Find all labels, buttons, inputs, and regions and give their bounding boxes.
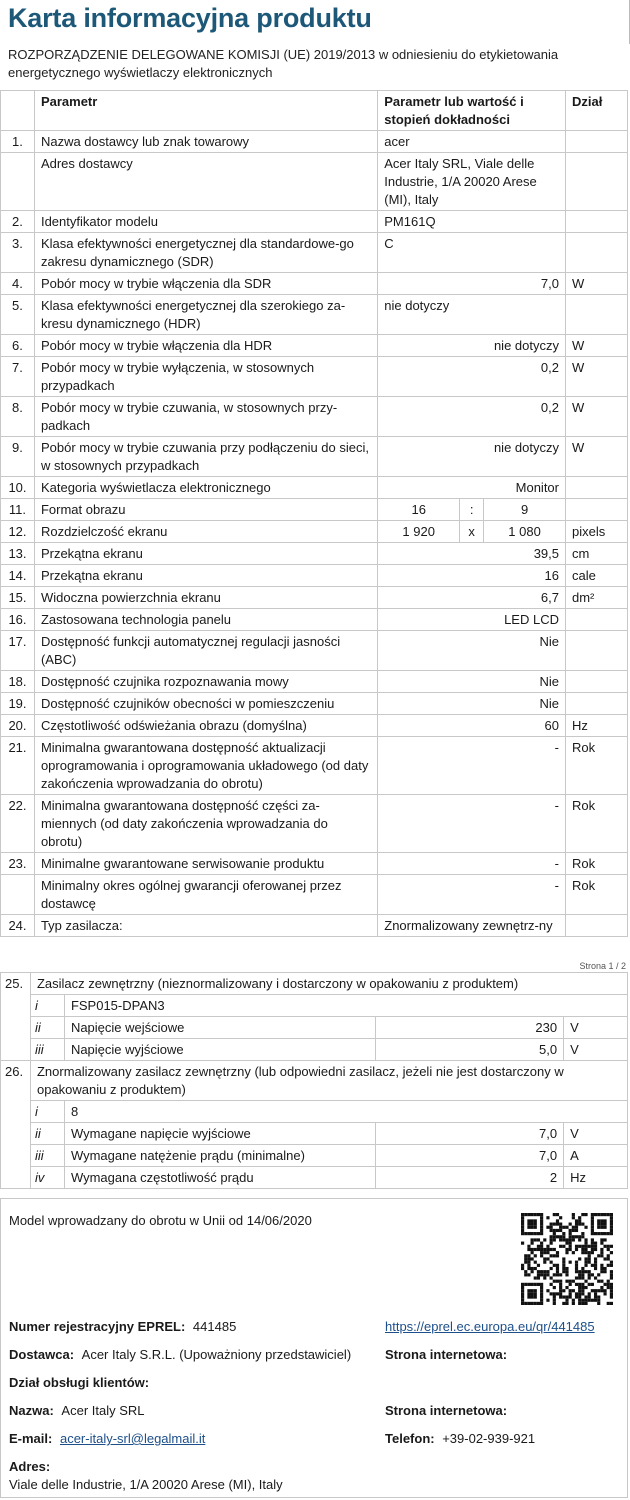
supply-title: Znormalizowany zasilacz zewnętrzny (lub odpowiedni zasilacz, jeżeli nie jest dostarczony w opakowaniu z produktem) (30, 1061, 627, 1101)
row-number: 12. (1, 521, 35, 543)
name-label: Nazwa: (9, 1403, 54, 1418)
table-row (1, 499, 628, 521)
row-unit (566, 477, 628, 499)
supply-item-parameter: Napięcie wejściowe (64, 1017, 375, 1039)
phone-value: +39-02-939-921 (442, 1431, 536, 1446)
table-row (1, 437, 628, 477)
row-parameter: Klasa efektywności energetycznej dla standardowe-go zakresu dynamicznego (SDR) (34, 233, 377, 273)
title-bar (0, 0, 630, 44)
header-no (1, 91, 35, 131)
supply-item-unit: V (564, 1039, 628, 1061)
supply-item-row (1, 1145, 628, 1167)
table-row (1, 915, 628, 937)
table-row (1, 295, 628, 335)
table-row (1, 609, 628, 631)
row-parameter: Pobór mocy w trybie czuwania, w stosownych przy-padkach (34, 397, 377, 437)
row-unit (566, 609, 628, 631)
table-row (1, 543, 628, 565)
row-value-sep: x (460, 521, 484, 543)
row-parameter: Dostępność czujnika rozpoznawania mowy (34, 671, 377, 693)
row-unit: Rok (566, 737, 628, 795)
row-value: C (378, 233, 566, 273)
row-unit (566, 915, 628, 937)
row-number (1, 153, 35, 211)
row-value-b: 9 (484, 499, 566, 521)
row-value: nie dotyczy (378, 437, 566, 477)
name-value: Acer Italy SRL (61, 1403, 145, 1418)
row-value: 0,2 (378, 397, 566, 437)
row-parameter: Widoczna powierzchnia ekranu (34, 587, 377, 609)
supplier-label: Dostawca: (9, 1347, 75, 1362)
row-parameter: Dostępność czujników obecności w pomieszczeniu (34, 693, 377, 715)
row-parameter: Identyfikator modelu (34, 211, 377, 233)
eprel-label: Numer rejestracyjny EPREL: (9, 1319, 186, 1334)
row-value: Nie (378, 631, 566, 671)
row-value-sep: : (460, 499, 484, 521)
row-parameter: Minimalne gwarantowane serwisowanie produktu (34, 853, 377, 875)
row-number: 24. (1, 915, 35, 937)
supplier-value: Acer Italy S.R.L. (Upoważniony przedstawiciel) (81, 1347, 352, 1362)
phone-label: Telefon: (385, 1431, 435, 1446)
supply-section-row (1, 1061, 628, 1101)
address-label: Adres: (9, 1459, 51, 1474)
customer-service-label: Dział obsługi klientów: (9, 1375, 150, 1390)
supply-item-row (1, 995, 628, 1017)
qr-code-icon[interactable] (521, 1213, 613, 1305)
row-value: 39,5 (378, 543, 566, 565)
supply-item-index: iv (30, 1167, 64, 1189)
supply-title: Zasilacz zewnętrzny (nieznormalizowany i dostarczony w opakowaniu z produktem) (30, 973, 627, 995)
row-unit: pixels (566, 521, 628, 543)
page-title: Karta informacyjna produktu (8, 3, 372, 33)
supply-item-value: 7,0 (376, 1123, 564, 1145)
row-value: 7,0 (378, 273, 566, 295)
row-unit (566, 131, 628, 153)
table-row (1, 273, 628, 295)
row-parameter: Dostępność funkcji automatycznej regulacji jasności (ABC) (34, 631, 377, 671)
row-number: 1. (1, 131, 35, 153)
row-value: - (378, 795, 566, 853)
table-row (1, 875, 628, 915)
row-number: 13. (1, 543, 35, 565)
row-value: - (378, 737, 566, 795)
table-row (1, 335, 628, 357)
supply-item-unit: Hz (564, 1167, 628, 1189)
row-unit (566, 233, 628, 273)
header-param: Parametr (34, 91, 377, 131)
supply-item-index: i (30, 1101, 64, 1123)
power-supply-table (0, 972, 628, 1189)
supply-item-value: 5,0 (376, 1039, 564, 1061)
supply-item-parameter: 8 (64, 1101, 627, 1123)
supply-number: 25. (1, 973, 31, 1061)
page-number: Strona 1 / 2 (579, 961, 626, 971)
table-row (1, 521, 628, 543)
table-row (1, 737, 628, 795)
row-value: 6,7 (378, 587, 566, 609)
row-unit: W (566, 437, 628, 477)
row-value: nie dotyczy (378, 335, 566, 357)
row-value: 60 (378, 715, 566, 737)
footer-info (0, 1198, 628, 1498)
row-unit: W (566, 357, 628, 397)
row-number (1, 875, 35, 915)
row-number: 23. (1, 853, 35, 875)
row-parameter: Pobór mocy w trybie czuwania przy podłączeniu do sieci, w stosownych przypadkach (34, 437, 377, 477)
row-value: - (378, 875, 566, 915)
supply-item-unit: V (564, 1017, 628, 1039)
supply-item-index: iii (30, 1039, 64, 1061)
row-value: Monitor (378, 477, 566, 499)
supply-item-parameter: FSP015-DPAN3 (64, 995, 627, 1017)
row-number: 10. (1, 477, 35, 499)
eprel-link[interactable]: https://eprel.ec.europa.eu/qr/441485 (385, 1319, 595, 1334)
row-number: 4. (1, 273, 35, 295)
supply-item-parameter: Wymagane napięcie wyjściowe (64, 1123, 375, 1145)
row-number: 19. (1, 693, 35, 715)
row-number: 21. (1, 737, 35, 795)
table-row (1, 153, 628, 211)
supply-item-row (1, 1039, 628, 1061)
row-unit (566, 631, 628, 671)
row-parameter: Przekątna ekranu (34, 565, 377, 587)
row-number: 8. (1, 397, 35, 437)
email-label: E-mail: (9, 1431, 53, 1446)
row-value: - (378, 853, 566, 875)
supply-item-row (1, 1017, 628, 1039)
row-parameter: Pobór mocy w trybie wyłączenia, w stosownych przypadkach (34, 357, 377, 397)
row-value: acer (378, 131, 566, 153)
row-value: LED LCD (378, 609, 566, 631)
row-value: Acer Italy SRL, Viale delle Industrie, 1/A 20020 Arese (MI), Italy (378, 153, 566, 211)
address-value: Viale delle Industrie, 1/A 20020 Arese (MI), Italy (9, 1477, 283, 1492)
row-number: 14. (1, 565, 35, 587)
model-date: Model wprowadzany do obrotu w Unii od 14/06/2020 (9, 1213, 312, 1228)
supply-item-value: 230 (376, 1017, 564, 1039)
row-unit: Rok (566, 875, 628, 915)
table-row (1, 131, 628, 153)
header-value: Parametr lub wartość i stopień dokładności (378, 91, 566, 131)
row-number: 2. (1, 211, 35, 233)
row-value: 0,2 (378, 357, 566, 397)
row-parameter: Przekątna ekranu (34, 543, 377, 565)
supply-item-value: 2 (376, 1167, 564, 1189)
row-unit (566, 153, 628, 211)
supply-item-row (1, 1123, 628, 1145)
supply-section-row (1, 973, 628, 995)
row-parameter: Minimalna gwarantowana dostępność aktualizacji oprogramowania i oprogramowania układowego (od daty zakończenia wprowadzania do obrotu) (34, 737, 377, 795)
table-row (1, 853, 628, 875)
table-row (1, 211, 628, 233)
supply-item-row (1, 1167, 628, 1189)
website-label-1: Strona internetowa: (385, 1347, 508, 1362)
supply-item-parameter: Napięcie wyjściowe (64, 1039, 375, 1061)
supply-item-parameter: Wymagana częstotliwość prądu (64, 1167, 375, 1189)
row-number: 9. (1, 437, 35, 477)
table-row (1, 587, 628, 609)
row-parameter: Minimalny okres ogólnej gwarancji oferowanej przez dostawcę (34, 875, 377, 915)
table-row (1, 357, 628, 397)
row-number: 20. (1, 715, 35, 737)
supply-item-index: iii (30, 1145, 64, 1167)
row-value-b: 1 080 (484, 521, 566, 543)
row-unit (566, 671, 628, 693)
row-parameter: Typ zasilacza: (34, 915, 377, 937)
supply-item-index: i (30, 995, 64, 1017)
table-row (1, 631, 628, 671)
row-value: nie dotyczy (378, 295, 566, 335)
table-row (1, 715, 628, 737)
row-unit: dm² (566, 587, 628, 609)
row-parameter: Pobór mocy w trybie włączenia dla HDR (34, 335, 377, 357)
row-value: PM161Q (378, 211, 566, 233)
row-parameter: Kategoria wyświetlacza elektronicznego (34, 477, 377, 499)
row-number: 18. (1, 671, 35, 693)
row-value-a: 16 (378, 499, 460, 521)
row-unit: W (566, 335, 628, 357)
row-number: 5. (1, 295, 35, 335)
row-parameter: Format obrazu (34, 499, 377, 521)
row-number: 15. (1, 587, 35, 609)
table-row (1, 795, 628, 853)
row-value: 16 (378, 565, 566, 587)
supply-item-value: 7,0 (376, 1145, 564, 1167)
row-unit: cale (566, 565, 628, 587)
row-number: 6. (1, 335, 35, 357)
row-unit (566, 295, 628, 335)
row-number: 3. (1, 233, 35, 273)
table-row (1, 397, 628, 437)
row-number: 22. (1, 795, 35, 853)
eprel-value: 441485 (192, 1319, 237, 1334)
table-header-row (1, 91, 628, 131)
supply-item-index: ii (30, 1017, 64, 1039)
supply-number: 26. (1, 1061, 31, 1189)
row-parameter: Klasa efektywności energetycznej dla szerokiego za-kresu dynamicznego (HDR) (34, 295, 377, 335)
supply-item-index: ii (30, 1123, 64, 1145)
row-unit: W (566, 273, 628, 295)
table-row (1, 477, 628, 499)
regulation-text: ROZPORZĄDZENIE DELEGOWANE KOMISJI (UE) 2019/2013 w odniesieniu do etykietowania energetycznego wyświetlaczy elektronicznych (8, 47, 559, 80)
row-unit: cm (566, 543, 628, 565)
row-parameter: Częstotliwość odświeżania obrazu (domyślna) (34, 715, 377, 737)
row-unit: Rok (566, 853, 628, 875)
row-unit: Rok (566, 795, 628, 853)
row-unit (566, 693, 628, 715)
row-value: Nie (378, 693, 566, 715)
supply-item-row (1, 1101, 628, 1123)
row-unit (566, 211, 628, 233)
row-parameter: Nazwa dostawcy lub znak towarowy (34, 131, 377, 153)
row-parameter: Zastosowana technologia panelu (34, 609, 377, 631)
website-label-2: Strona internetowa: (385, 1403, 508, 1418)
supply-item-unit: V (564, 1123, 628, 1145)
row-unit: Hz (566, 715, 628, 737)
row-unit: W (566, 397, 628, 437)
row-parameter: Minimalna gwarantowana dostępność części za-miennych (od daty zakończenia wprowadzania do obrotu) (34, 795, 377, 853)
row-number: 17. (1, 631, 35, 671)
row-unit (566, 499, 628, 521)
table-row (1, 565, 628, 587)
row-number: 11. (1, 499, 35, 521)
email-link[interactable]: acer-italy-srl@legalmail.it (59, 1431, 206, 1446)
row-number: 7. (1, 357, 35, 397)
row-parameter: Adres dostawcy (34, 153, 377, 211)
row-parameter: Rozdzielczość ekranu (34, 521, 377, 543)
supply-item-parameter: Wymagane natężenie prądu (minimalne) (64, 1145, 375, 1167)
row-value: Nie (378, 671, 566, 693)
table-row (1, 671, 628, 693)
product-parameters-table (0, 90, 628, 937)
row-value: Znormalizowany zewnętrz-ny (378, 915, 566, 937)
row-number: 16. (1, 609, 35, 631)
row-value-a: 1 920 (378, 521, 460, 543)
row-parameter: Pobór mocy w trybie włączenia dla SDR (34, 273, 377, 295)
table-row (1, 693, 628, 715)
supply-item-unit: A (564, 1145, 628, 1167)
table-row (1, 233, 628, 273)
header-unit: Dział (566, 91, 628, 131)
